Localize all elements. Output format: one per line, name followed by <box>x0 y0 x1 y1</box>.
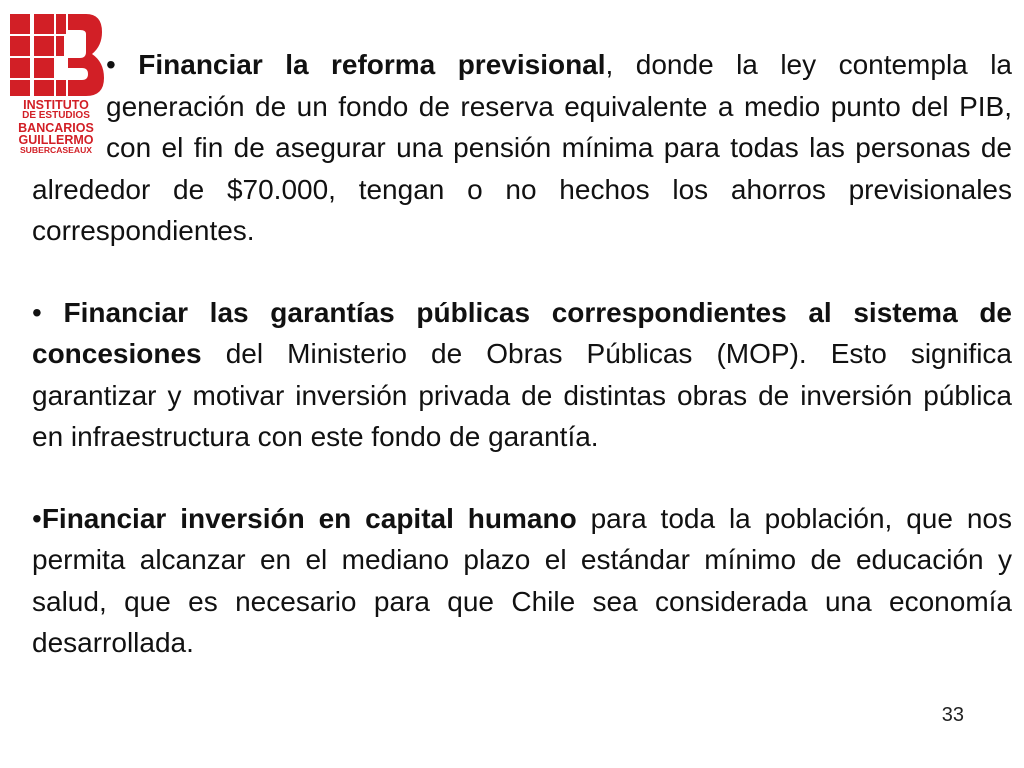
paragraph-text: del Ministerio de Obras Públicas (MOP). Esto significa garantizar y motivar inversión privada de distintas obras de inversión pública en infraestructura con este fondo de garantía. <box>32 338 1012 452</box>
logo-line-de-estudios: DE ESTUDIOS <box>22 110 90 121</box>
paragraph-garantias-publicas <box>32 292 1012 458</box>
bullet-marker: • <box>106 49 116 80</box>
paragraph-heading: Financiar la reforma previsional <box>138 49 606 80</box>
slide-body <box>32 44 1012 664</box>
bullet-marker: • <box>32 502 42 534</box>
paragraph-heading: Financiar las garantías públicas correspondientes al sistema de concesiones <box>32 296 1012 369</box>
bullet-marker: • <box>32 296 42 328</box>
paragraph-text: para toda la población, que nos permita alcanzar en el mediano plazo el estándar mínimo de educación y salud, que es necesario para que Chile sea considerada una economía desarrollada. <box>32 502 1012 658</box>
paragraph-text: , donde la ley contempla la generación de un fondo de reserva equivalente a medio punto del PIB, con el fin de asegurar una pensión mínima para todas las personas de alrededor de $70.000, tengan o no hechos los ahorros previsionales correspondientes. <box>32 49 1012 246</box>
paragraph-reforma-previsional <box>32 44 1012 252</box>
logo-wrap-space <box>32 44 106 166</box>
logo-line-guillermo: GUILLERMO <box>18 133 94 147</box>
logo-line-subercaseaux: SUBERCASEAUX <box>19 145 93 155</box>
page-number: 33 <box>941 704 964 726</box>
logo-line-instituto: INSTITUTO <box>23 98 89 112</box>
paragraph-heading: Financiar inversión en capital humano <box>41 502 577 534</box>
paragraph-capital-humano <box>32 498 1012 664</box>
logo-line-bancarios: BANCARIOS <box>18 121 94 135</box>
